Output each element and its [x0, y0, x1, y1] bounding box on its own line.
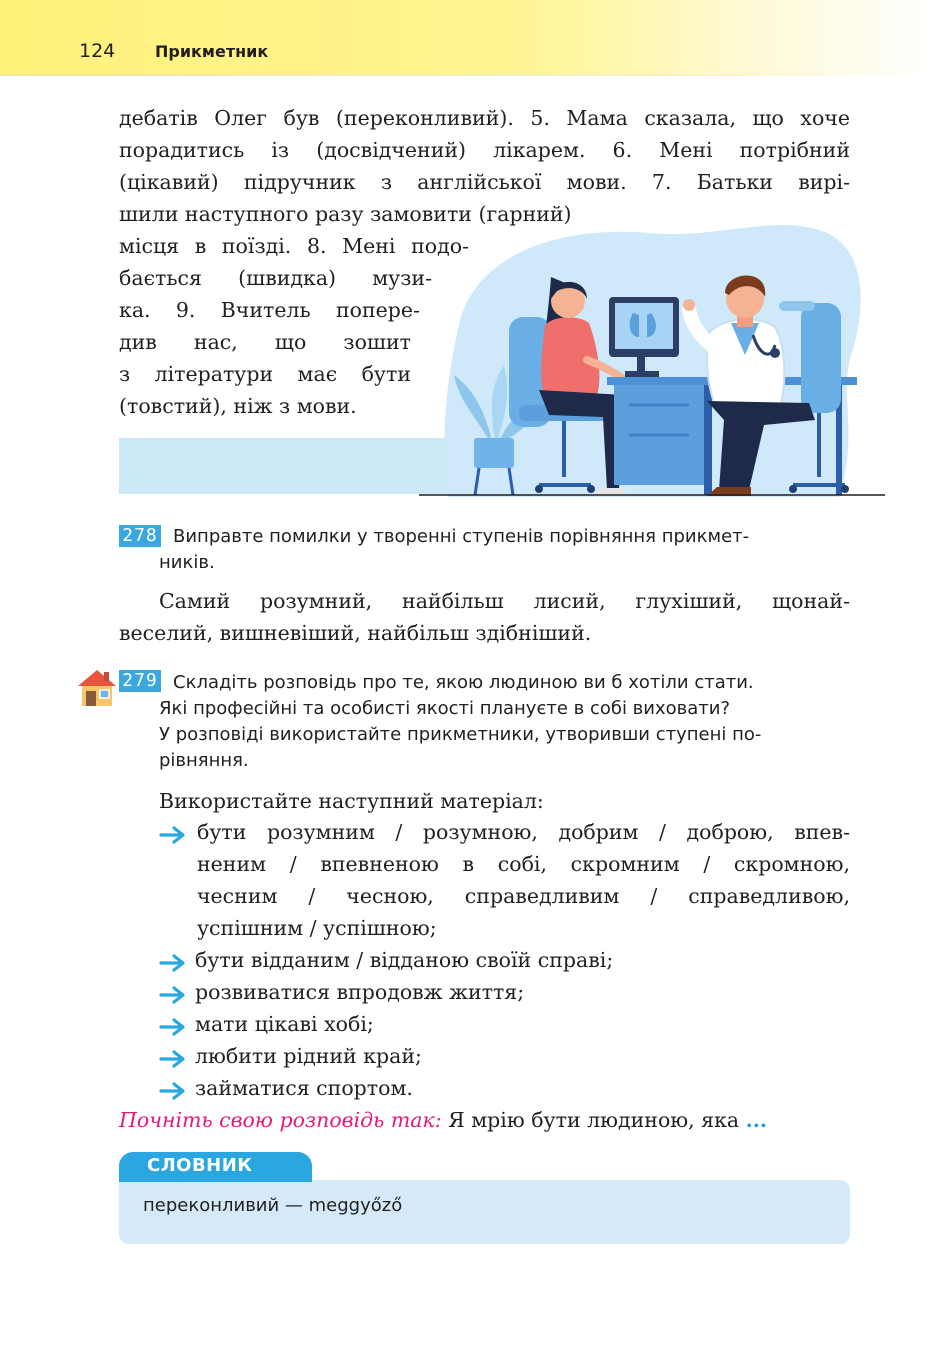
intro-line: порадитись із (досвідчений) лікарем. 6. Мені потрібний — [119, 138, 850, 162]
arrow-right-icon — [159, 1049, 189, 1069]
task-instruction: Виправте помилки у творенні ступенів порівняння прикмет- — [173, 526, 750, 547]
arrow-right-icon — [159, 953, 189, 973]
task-instruction: У розповіді використайте прикметники, утворивши ступені по- — [159, 724, 762, 745]
story-prompt-text: Я мрію бути людиною, яка — [441, 1108, 746, 1132]
intro-line: шили наступного разу замовити (гарний) — [119, 202, 572, 226]
story-prompt — [119, 1105, 850, 1137]
intro-line: (цікавий) підручник з англійської мови. 7. Батьки вирі- — [119, 170, 850, 194]
bullet-line: любити рідний край; — [195, 1044, 422, 1068]
intro-line: (товстий), ніж з мови. — [119, 394, 357, 418]
intro-line: місця в поїзді. 8. Мені подо- — [119, 234, 469, 258]
bullet-line: мати цікаві хобі; — [195, 1012, 374, 1036]
arrow-right-icon — [159, 1081, 189, 1101]
task-number-badge: 279 — [119, 670, 161, 692]
arrow-right-icon — [159, 1017, 189, 1037]
arrow-right-icon — [159, 825, 189, 845]
task-number-badge: 278 — [119, 525, 161, 547]
dictionary-entry: переконливий — meggyőző — [143, 1195, 403, 1216]
doctor-patient-illustration — [419, 205, 889, 497]
bullet-line: розвиватися впродовж життя; — [195, 980, 525, 1004]
bullet-line: успішним / успішною; — [197, 916, 437, 940]
bullet-line: чесним / чесною, справедливим / справедливою, — [197, 884, 850, 908]
page-header — [0, 0, 935, 76]
bullet-line: займатися спортом. — [195, 1076, 413, 1100]
house-icon — [76, 666, 118, 708]
story-prompt-lead: Почніть свою розповідь так: — [119, 1108, 442, 1132]
intro-line: бається (швидка) музи- — [119, 266, 432, 290]
task-instruction: рівняння. — [159, 750, 249, 771]
material-intro: Використайте наступний матеріал: — [159, 789, 544, 813]
dictionary-title: СЛОВНИК — [147, 1155, 253, 1176]
story-prompt-ellipsis: ... — [745, 1108, 768, 1132]
bullet-line: неним / впевненою в собі, скромним / скромною, — [197, 852, 850, 876]
task-body-line: Самий розумний, найбільш лисий, глухіший, щонай- — [159, 589, 850, 613]
bullet-line: бути відданим / відданою своїй справі; — [195, 948, 614, 972]
intro-line: з літератури має бути — [119, 362, 411, 386]
decorative-band — [119, 438, 449, 494]
intro-line: дебатів Олег був (переконливий). 5. Мама сказала, що хоче — [119, 106, 850, 130]
task-instruction: Які професійні та особисті якості плануєте в собі виховати? — [159, 698, 731, 719]
task-body-line: веселий, вишневіший, найбільш здібніший. — [119, 621, 592, 645]
page-number: 124 — [79, 40, 116, 62]
intro-line: див нас, що зошит — [119, 330, 411, 354]
intro-line: ка. 9. Вчитель попере- — [119, 298, 420, 322]
bullet-line: бути розумним / розумною, добрим / доброю, впев- — [197, 820, 850, 844]
task-instruction: Складіть розповідь про те, якою людиною ви б хотіли стати. — [173, 672, 754, 693]
arrow-right-icon — [159, 985, 189, 1005]
section-title: Прикметник — [155, 42, 269, 61]
task-instruction: ників. — [159, 552, 215, 573]
